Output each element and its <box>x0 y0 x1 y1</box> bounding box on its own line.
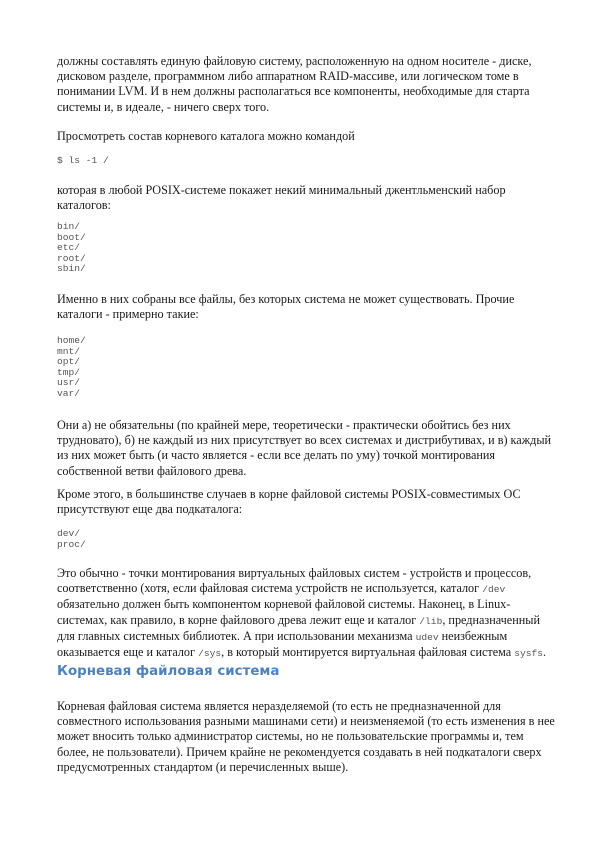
inline-code-sys: /sys <box>198 648 222 660</box>
paragraph-root-fs-definition: Корневая файловая система является неразделяемой (то есть не предназначенной для совместного использования разными машинами сети) и неизменяемой (то есть изменения в нее может вносить только администратор системы, но не пользовательские программы и, тем более, не пользователи). Причем крайне не рекомендуется создавать в ней подкаталоги сверх предусмотренных стандартом (и перечисленных выше). <box>57 699 555 774</box>
dir-item: tmp/ <box>57 366 81 378</box>
dir-item: bin/ <box>57 221 81 232</box>
paragraph-other-dirs: Именно в них собраны все файлы, без которых система не может существовать. Прочие каталоги - примерно такие: <box>57 292 515 322</box>
paragraph-posix-set: которая в любой POSIX-системе покажет некий минимальный джентльменский набор каталогов: <box>57 183 506 213</box>
paragraph-virtual-fs: Это обычно - точки монтирования виртуальных файловых систем - устройств и процессов, соответственно (хотя, если файловая система устройств не используется, каталог /dev обязательно должен быть компонентом корневой файловой системы. Наконец, в Linux-системах, как правило, в корне файлового древа лежит еще и каталог /lib, предназначенный для главных системных библиотек. А при использовании механизма udev неизбежным оказывается еще и каталог /sys, в который монтируется виртуальная файловая система sysfs. <box>57 566 547 660</box>
inline-code-sysfs: sysfs <box>514 648 543 660</box>
dir-item: var/ <box>57 387 81 399</box>
code-dir-list-virtual <box>57 529 537 550</box>
dir-item: sbin/ <box>57 263 86 275</box>
paragraph-view-root: Просмотреть состав корневого каталога можно командой <box>57 129 355 143</box>
code-dir-list-optional <box>57 336 537 400</box>
dir-item: etc/ <box>57 242 81 254</box>
dir-item: opt/ <box>57 356 81 368</box>
code-dir-list-essential <box>57 222 537 275</box>
dir-item: proc/ <box>57 538 86 550</box>
section-heading: Корневая файловая система <box>57 664 280 679</box>
dir-item: home/ <box>57 335 86 346</box>
dir-item: dev/ <box>57 528 81 539</box>
dir-item: boot/ <box>57 231 86 243</box>
inline-code-lib: /lib <box>419 615 443 627</box>
dir-item: root/ <box>57 252 86 264</box>
paragraph-optional-notes: Они а) не обязательны (по крайней мере, теоретически - практически обойтись без них трудновато), б) не каждый из них присутствует во всех системах и дистрибутивах, и в) каждый из них может быть (и часто является - если все делать по уму) точкой монтирования собственной ветви файлового древа. <box>57 418 552 478</box>
dir-item: usr/ <box>57 377 81 389</box>
inline-code-udev: udev <box>415 631 439 643</box>
code-ls-command: $ ls -1 / <box>57 155 109 166</box>
paragraph-extra-subdirs: Кроме этого, в большинстве случаев в корне файловой системы POSIX-совместимых ОС присутствуют еще два подкаталога: <box>57 487 521 517</box>
inline-code-dev: /dev <box>482 584 506 596</box>
dir-item: mnt/ <box>57 345 81 357</box>
paragraph-root-fs-intro: должны составлять единую файловую систему, расположенную на одном носителе - диске, дисковом разделе, программном либо аппаратном RAID-массиве, или логическом томе в понимании LVM. И в нем должны располагаться все компоненты, необходимые для старта системы и, в идеале, - ничего сверх того. <box>57 54 532 114</box>
